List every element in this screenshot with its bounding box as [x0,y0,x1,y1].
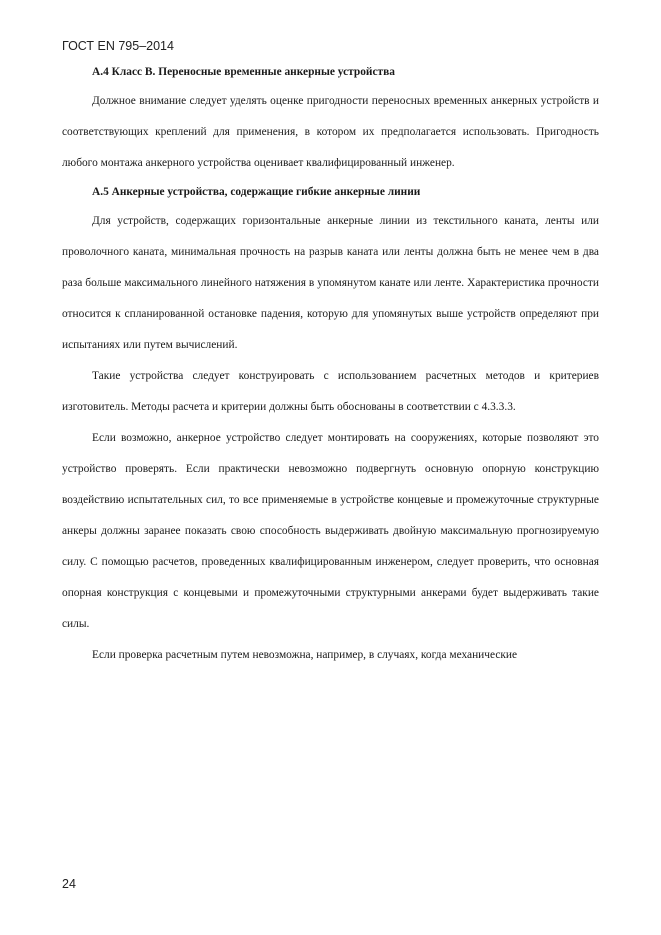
paragraph-continued: Если проверка расчетным путем невозможна, например, в случаях, когда механические [92,649,518,661]
document-header: ГОСТ EN 795–2014 [62,39,174,53]
section-heading-a4: А.4 Класс В. Переносные временные анкерные устройства [92,66,395,78]
document-body [62,59,599,671]
paragraph: Если возможно, анкерное устройство следует монтировать на сооружениях, которые позволяют это устройство проверять. Если практически невозможно подвергнуть основную опорную конструкцию воздействию испытательных сил, то все применяемые в устройстве концевые и промежуточные структурные анкеры должны заранее показать свою способность выдерживать двойную максимальную прогнозируемую силу. С помощью расчетов, проведенных квалифицированным инженером, следует проверить, что основная опорная конструкция с концевыми и промежуточными структурными анкерами будет выдерживать такие силы. [62,432,599,630]
page-number: 24 [62,877,76,891]
section-heading-a5: А.5 Анкерные устройства, содержащие гибкие анкерные линии [92,186,421,198]
paragraph: Должное внимание следует уделять оценке пригодности переносных временных анкерных устройств и соответствующих креплений для применения, в котором их предполагается использовать. Пригодность любого монтажа анкерного устройства оценивает квалифицированный инженер. [62,95,599,169]
paragraph: Для устройств, содержащих горизонтальные анкерные линии из текстильного каната, ленты или проволочного каната, минимальная прочность на разрыв каната или ленты должна быть не менее чем в два раза больше максимального линейного натяжения в упомянутом канате или ленте. Характеристика прочности относится к спланированной остановке падения, которую для упомянутых выше устройств определяют при испытаниях или путем вычислений. [62,215,599,351]
paragraph: Такие устройства следует конструировать с использованием расчетных методов и критериев изготовитель. Методы расчета и критерии должны быть обоснованы в соответствии с 4.3.3.3. [62,370,599,413]
